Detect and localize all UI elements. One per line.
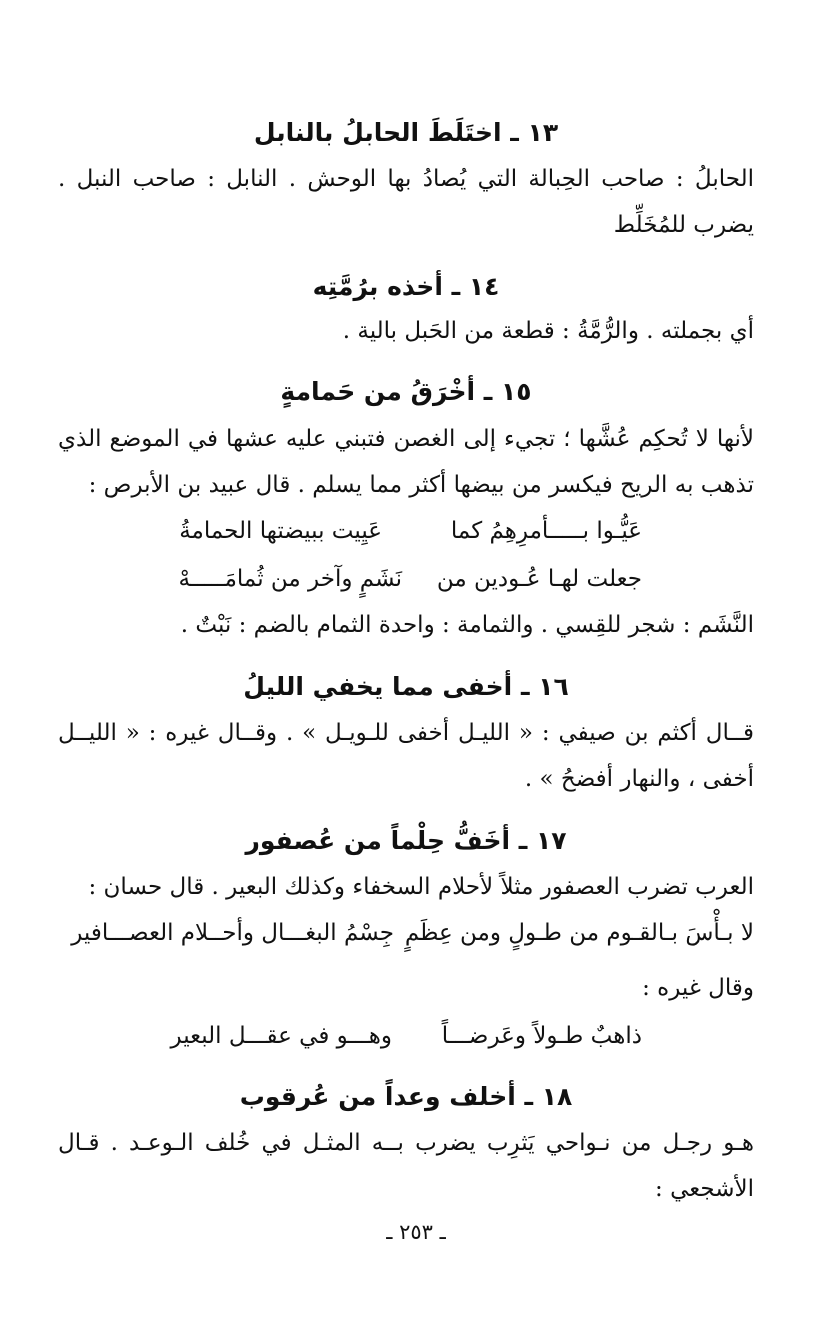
page-number: ـ ٢٥٣ ـ [386, 1220, 446, 1244]
entry-15-verse-1 [0, 518, 832, 550]
verse-second-hemistich: وهـــو في عقـــل البعير [170, 1023, 392, 1049]
verse-second-hemistich: عَيِيت ببيضتها الحمامةُ [179, 518, 382, 544]
entry-14-line-1: أي بجملته . والرُّمَّةُ : قطعة من الحَبل بالية . [342, 318, 754, 344]
verse-first-hemistich: عَيُّـوا بـــــأمرِهِمُ كما [450, 518, 642, 544]
entry-18-line-1: هـو رجـل من نـواحي يَثرِب يضرب بــه المثـل في خُلف الـوعـد . قـال [58, 1130, 754, 1156]
verse-first-hemistich: ذاهبٌ طـولاً وعَرضـــاً [441, 1023, 642, 1049]
entry-17-line-1: العرب تضرب العصفور مثلاً لأحلام السخفاء وكذلك البعير . قال حسان : [88, 874, 754, 900]
verse-second-hemistich: جِسْمُ البغـــال وأحــلام العصـــافير [71, 920, 394, 946]
entry-17-verse-1 [0, 920, 832, 952]
entry-15-line-1: لأنها لا تُحكِم عُشَّها ؛ تجيء إلى الغصن فتبني عليه عشها في الموضع الذي [58, 426, 754, 452]
entry-18-heading: ١٨ ـ أخلف وعداً من عُرقوب [239, 1082, 573, 1111]
entry-13-heading: ١٣ ـ اختَلَطَ الحابلُ بالنابل [253, 118, 559, 147]
entry-15-verse-2 [0, 566, 832, 598]
entry-17-after-line: وقال غيره : [642, 975, 754, 1001]
entry-15-line-2: تذهب به الريح فيكسر من بيضها أكثر مما يسلم . قال عبيد بن الأبرص : [88, 472, 754, 498]
entry-15-heading: ١٥ ـ أخْرَقُ من حَمامةٍ [280, 377, 532, 406]
entry-13-line-2: يضرب للمُخَلِّط [613, 212, 754, 238]
entry-17-verse-2 [0, 1023, 832, 1055]
entry-18-line-2: الأشجعي : [655, 1176, 754, 1202]
verse-first-hemistich: لا بـأْسَ بـالقـوم من طـولٍ ومن عِظَمٍ [404, 920, 754, 946]
entry-17-heading: ١٧ ـ أخَفُّ حِلْماً من عُصفور [245, 826, 567, 855]
entry-16-line-2: أخفى ، والنهار أفضحُ » . [524, 766, 754, 792]
entry-15-after-line: النَّشَم : شجر للقِسي . والثمامة : واحدة الثمام بالضم : نَبْتٌ . [180, 612, 754, 638]
entry-16-line-1: قــال أكثم بن صيفي : « الليـل أخفى للـويـل » . وقــال غيره : « الليــل [58, 720, 754, 746]
entry-13-line-1: الحابلُ : صاحب الحِبالة التي يُصادُ بها الوحش . النابل : صاحب النبل . [58, 166, 754, 192]
entry-14-heading: ١٤ ـ أخذه برُمَّتِه [312, 272, 500, 301]
entry-16-heading: ١٦ ـ أخفى مما يخفي الليلُ [243, 672, 569, 701]
verse-first-hemistich: جعلت لهـا عُـودين من [436, 566, 642, 592]
verse-second-hemistich: نَشَمٍ وآخر من ثُمامَـــــهْ [178, 566, 402, 592]
